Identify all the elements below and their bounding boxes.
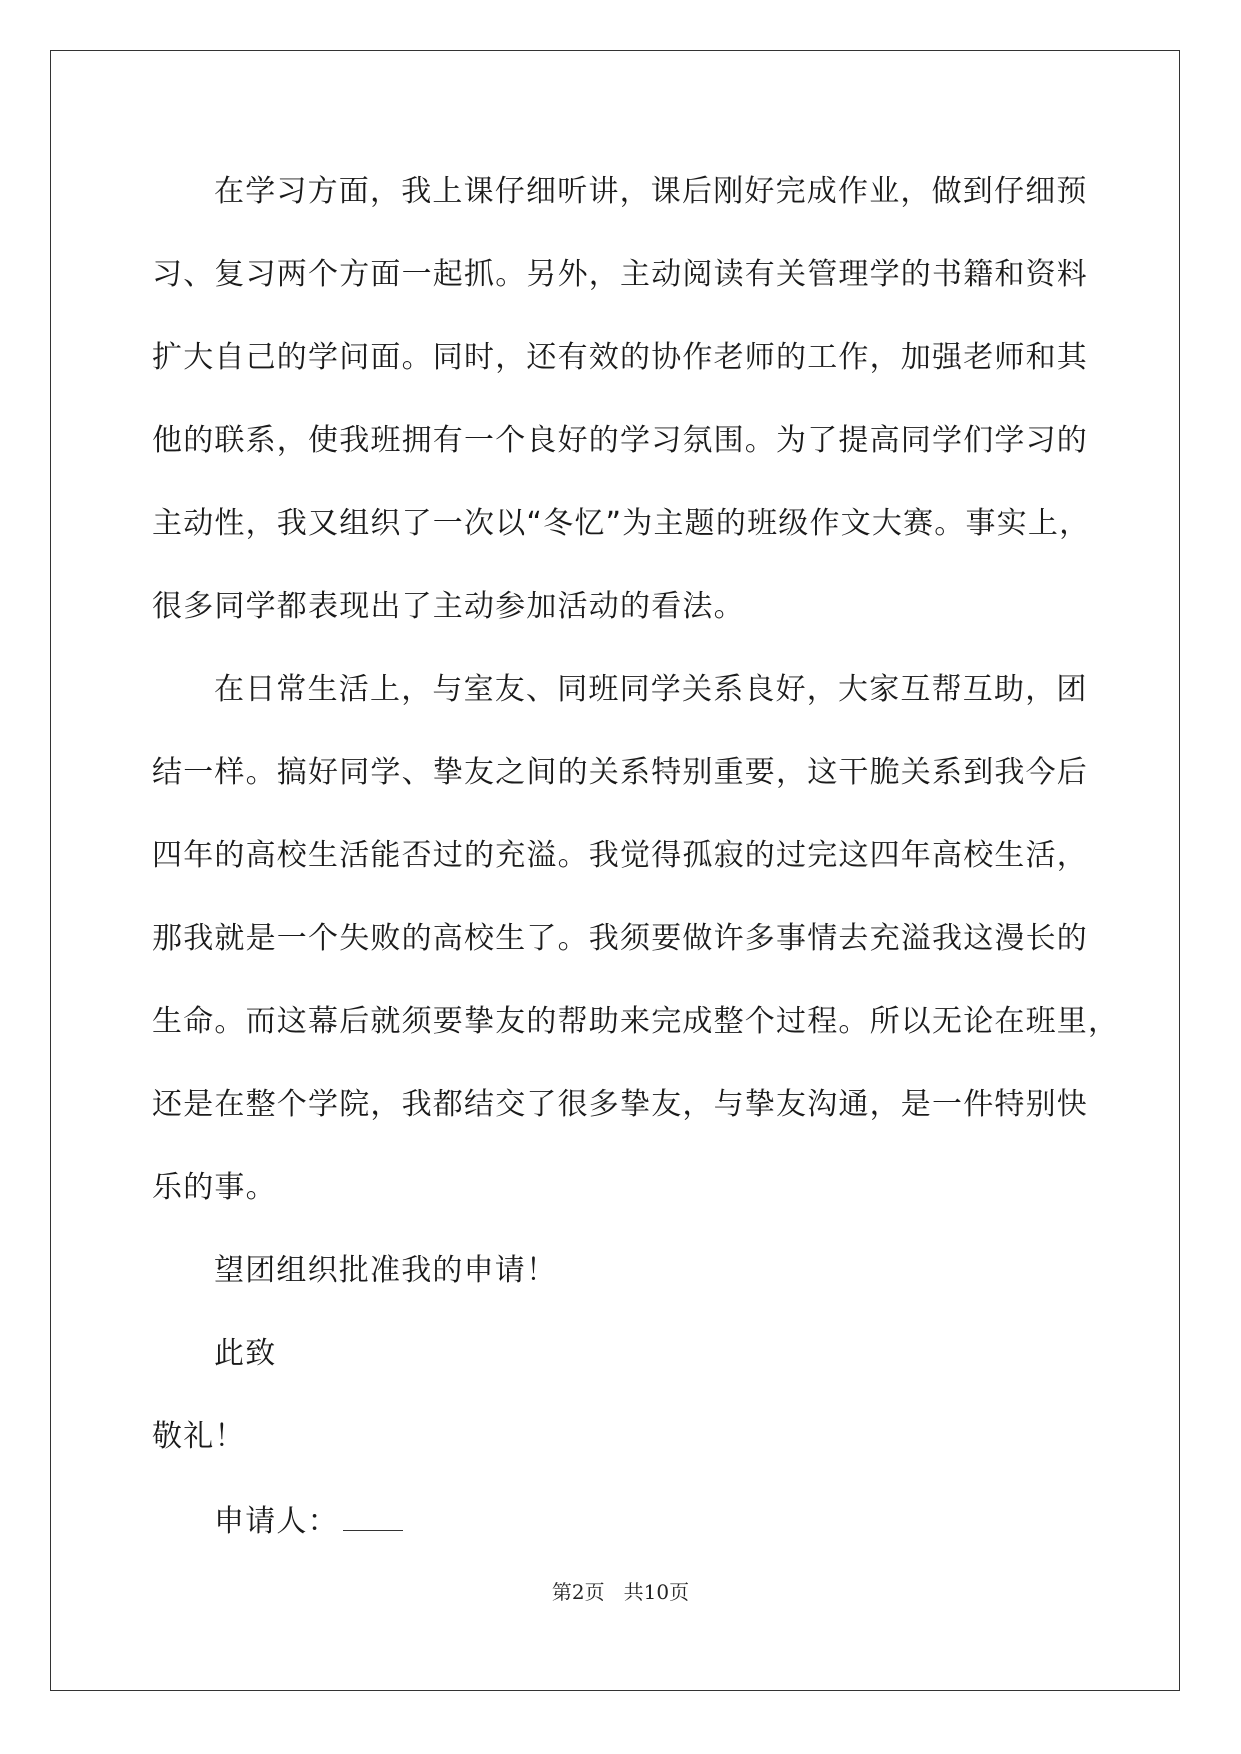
paragraph-2-line-6: 还是在整个学院，我都结交了很多挚友，与挚友沟通，是一件特别快	[152, 1087, 1088, 1122]
regards: 敬礼！	[152, 1419, 246, 1454]
paragraph-2-line-7: 乐的事。	[152, 1170, 277, 1205]
signature-blank	[343, 1500, 403, 1531]
closing-request: 望团组织批准我的申请！	[214, 1253, 558, 1288]
paragraph-2-line-3: 四年的高校生活能否过的充溢。我觉得孤寂的过完这四年高校生活，	[152, 838, 1088, 873]
paragraph-1-line-4: 他的联系，使我班拥有一个良好的学习氛围。为了提高同学们学习的	[152, 423, 1088, 458]
paragraph-1-line-1: 在学习方面，我上课仔细听讲，课后刚好完成作业，做到仔细预	[214, 174, 1088, 209]
paragraph-1-line-2: 习、复习两个方面一起抓。另外，主动阅读有关管理学的书籍和资料	[152, 257, 1088, 292]
paragraph-2-line-2: 结一样。搞好同学、挚友之间的关系特别重要，这干脆关系到我今后	[152, 755, 1088, 790]
salutation: 此致	[214, 1336, 277, 1371]
paragraph-2-line-4: 那我就是一个失败的高校生了。我须要做许多事情去充溢我这漫长的	[152, 921, 1088, 956]
paragraph-1-line-6: 很多同学都表现出了主动参加活动的看法。	[152, 589, 745, 624]
paragraph-1-line-3: 扩大自己的学问面。同时，还有效的协作老师的工作，加强老师和其	[152, 340, 1088, 375]
paragraph-2-line-1: 在日常生活上，与室友、同班同学关系良好，大家互帮互助，团	[214, 672, 1088, 707]
paragraph-2-line-5: 生命。而这幕后就须要挚友的帮助来完成整个过程。所以无论在班里，	[152, 1004, 1120, 1039]
page-indicator: 第2页 共10页	[551, 1580, 690, 1604]
signature-label: 申请人：	[214, 1504, 339, 1539]
signature-line	[214, 1500, 403, 1542]
paragraph-1-line-5: 主动性，我又组织了一次以“冬忆”为主题的班级作文大赛。事实上，	[152, 506, 1091, 541]
